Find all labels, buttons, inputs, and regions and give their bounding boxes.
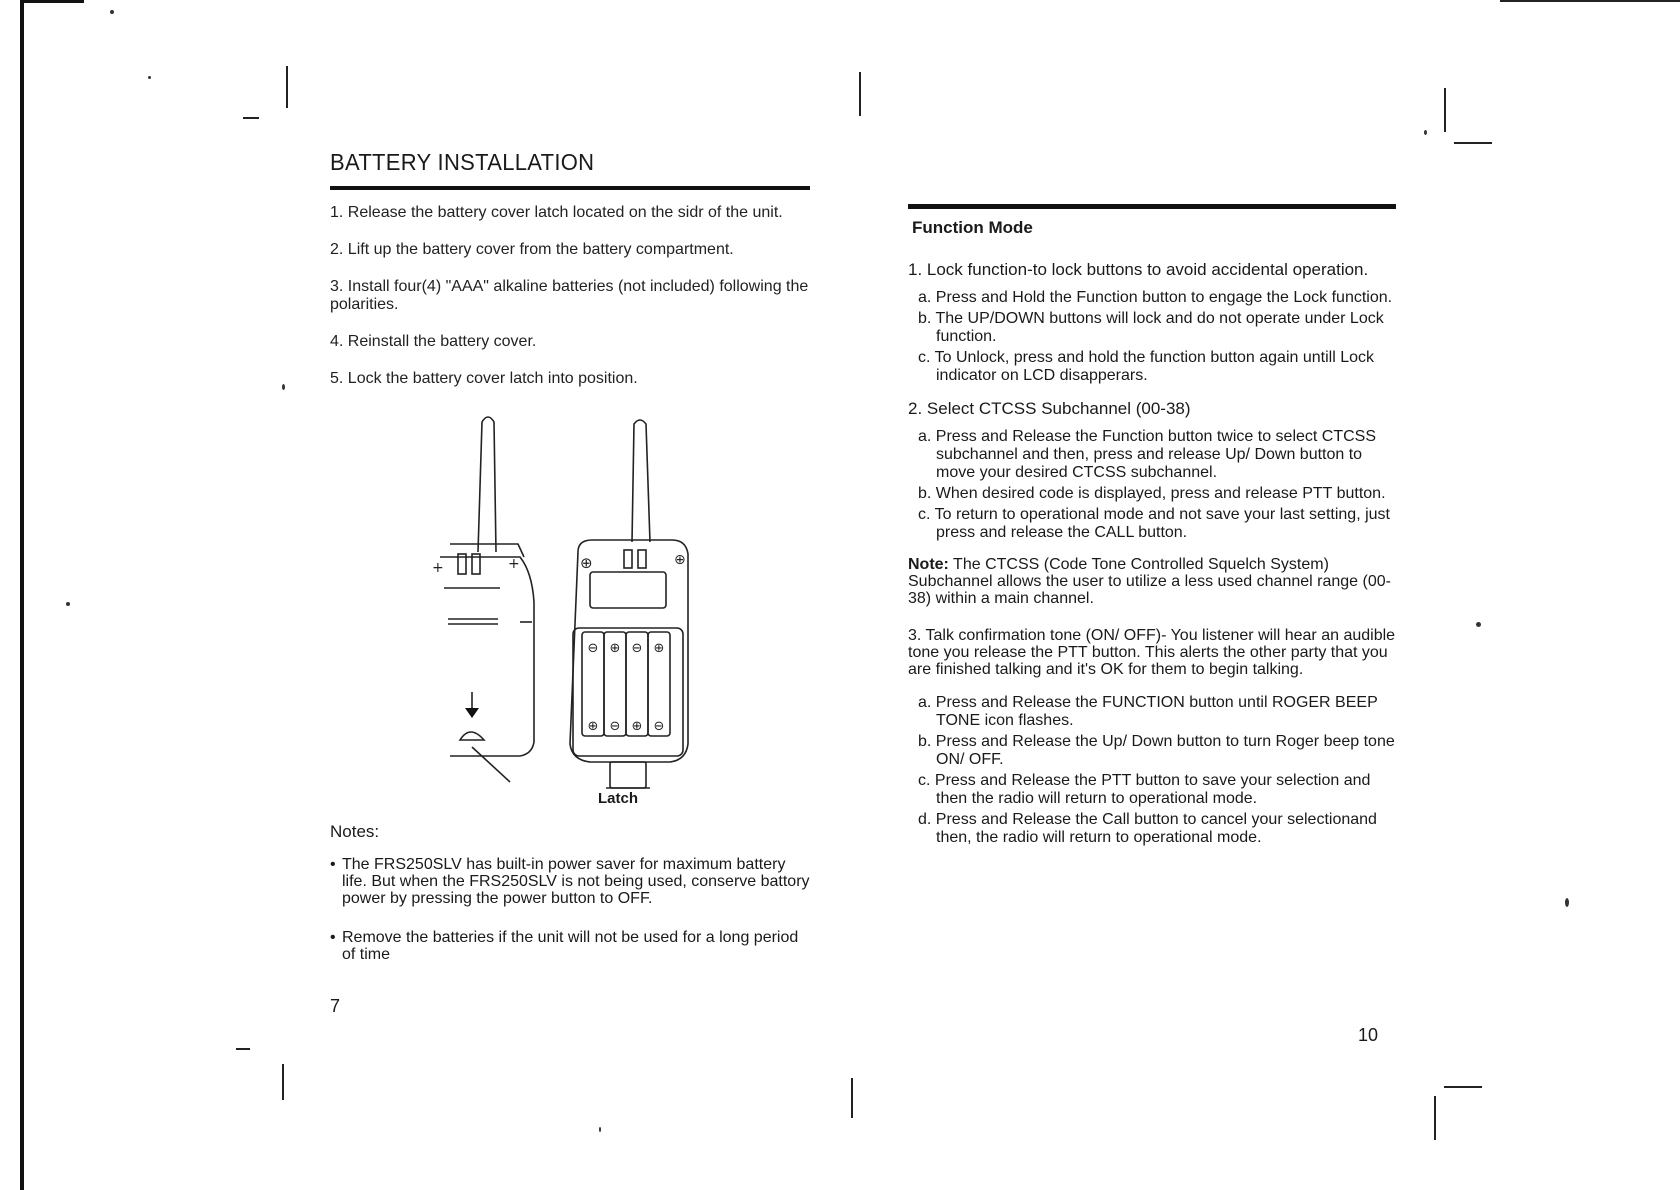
sub-steps xyxy=(918,289,1396,385)
latch-button xyxy=(460,732,484,740)
sub-step: b. The UP/DOWN buttons will lock and do not operate under Lock function. xyxy=(918,310,1384,345)
right-radio-window xyxy=(590,572,666,608)
right-radio-antenna xyxy=(632,420,650,542)
radio-battery-illustration xyxy=(420,412,710,807)
crop-mark xyxy=(1500,0,1680,2)
sub-step: a. Press and Release the FUNCTION button until ROGER BEEP TONE icon flashes. xyxy=(918,694,1378,729)
sub-step: b. When desired code is displayed, press and release PTT button. xyxy=(918,485,1386,502)
crop-mark xyxy=(286,66,288,108)
scan-speck xyxy=(1476,622,1481,627)
sub-step: c. To Unlock, press and hold the function button again untill Lock indicator on LCD disapperars. xyxy=(918,349,1374,384)
item-heading: 2. Select CTCSS Subchannel (00-38) xyxy=(908,399,1191,418)
sub-step: c. To return to operational mode and not save your last setting, just press and release the CALL button. xyxy=(918,506,1390,541)
sub-steps xyxy=(918,694,1396,847)
ctcss-note xyxy=(908,556,1396,607)
step-item: 1. Release the battery cover latch located on the sidr of the unit. xyxy=(330,204,783,221)
scan-speck xyxy=(110,10,114,14)
crop-mark xyxy=(859,72,861,116)
scan-speck xyxy=(282,384,285,390)
battery-polarity-bottom: ⊖ xyxy=(609,719,621,734)
crop-mark xyxy=(1434,1096,1436,1140)
crop-mark xyxy=(1444,1086,1482,1088)
scan-speck xyxy=(148,76,151,79)
scan-speck xyxy=(66,602,70,606)
svg-text:+: + xyxy=(508,556,520,572)
title-rule xyxy=(908,204,1396,209)
crop-mark xyxy=(1444,88,1446,132)
section-title: Function Mode xyxy=(912,218,1033,237)
latch-label: Latch xyxy=(598,790,639,807)
left-radio-antenna xyxy=(478,417,496,552)
note-text: The CTCSS (Code Tone Controlled Squelch System) Subchannel allows the user to utilize a less used channel range (00-38) within a main channel. xyxy=(908,556,1391,607)
step-item: 3. Install four(4) "AAA" alkaline batteries (not included) following the polarities. xyxy=(330,278,809,313)
sub-step: d. Press and Release the Call button to cancel your selectionand then, the radio will return to operational mode. xyxy=(918,811,1377,846)
sub-step: a. Press and Release the Function button twice to select CTCSS subchannel and then, press and release Up/ Down button to move your desired CTCSS subchannel. xyxy=(918,428,1377,481)
item-heading: 1. Lock function-to lock buttons to avoid accidental operation. xyxy=(908,260,1369,279)
page-number: 7 xyxy=(330,996,341,1016)
notes-title: Notes: xyxy=(330,822,380,841)
note-item: • The FRS250SLV has built-in power saver for maximum battery life. But when the FRS250SLV is not being used, conserve battory power by pressing the power button to OFF. xyxy=(330,856,810,907)
page-title: BATTERY INSTALLATION xyxy=(330,149,595,176)
item-heading: 3. Talk confirmation tone (ON/ OFF)- You listener will hear an audible tone you release the PTT button. This alerts the other party that you are finished talking and it's OK for them to begin talking. xyxy=(908,627,1396,678)
latch-leader xyxy=(472,747,510,782)
svg-text:+: + xyxy=(432,560,444,576)
battery-polarity-top: ⊕ xyxy=(609,641,621,656)
battery-polarity-top: ⊖ xyxy=(631,641,643,656)
crop-mark xyxy=(1454,142,1492,144)
scan-top-mark xyxy=(24,0,84,3)
scan-speck xyxy=(1565,898,1569,907)
svg-text:⊕: ⊕ xyxy=(674,552,686,568)
battery-polarity-top: ⊖ xyxy=(587,641,599,656)
crop-mark xyxy=(236,1048,250,1050)
crop-mark xyxy=(282,1064,284,1100)
latch-arrow-head xyxy=(465,708,479,718)
note-label: Note: xyxy=(908,556,949,573)
scan-speck xyxy=(1424,130,1427,135)
note-item: • Remove the batteries if the unit will not be used for a long period of time xyxy=(330,929,810,963)
sub-steps xyxy=(918,428,1396,542)
radio-drawing xyxy=(420,412,710,802)
battery-polarity-bottom: ⊕ xyxy=(631,719,643,734)
crop-mark xyxy=(851,1078,853,1118)
sub-step: c. Press and Release the PTT button to save your selection and then the radio will return to operational mode. xyxy=(918,772,1371,807)
sub-step: a. Press and Hold the Function button to engage the Lock function. xyxy=(918,289,1393,306)
page-number: 10 xyxy=(1358,1025,1379,1045)
battery-polarity-bottom: ⊕ xyxy=(587,719,599,734)
battery-polarity-top: ⊕ xyxy=(653,641,665,656)
left-page xyxy=(330,149,810,1016)
scan-speck xyxy=(599,1127,601,1132)
crop-mark xyxy=(243,117,259,119)
installation-steps xyxy=(330,204,810,388)
svg-text:⊕: ⊕ xyxy=(580,554,593,572)
notes-list xyxy=(330,856,810,985)
right-page xyxy=(908,204,1396,861)
step-item: 2. Lift up the battery cover from the battery compartment. xyxy=(330,241,734,258)
sub-step: b. Press and Release the Up/ Down button to turn Roger beep tone ON/ OFF. xyxy=(918,733,1395,768)
left-radio-body xyxy=(440,557,534,756)
step-item: 4. Reinstall the battery cover. xyxy=(330,333,537,350)
scan-left-border xyxy=(20,0,24,1190)
battery-polarity-bottom: ⊖ xyxy=(653,719,665,734)
step-item: 5. Lock the battery cover latch into position. xyxy=(330,370,638,387)
